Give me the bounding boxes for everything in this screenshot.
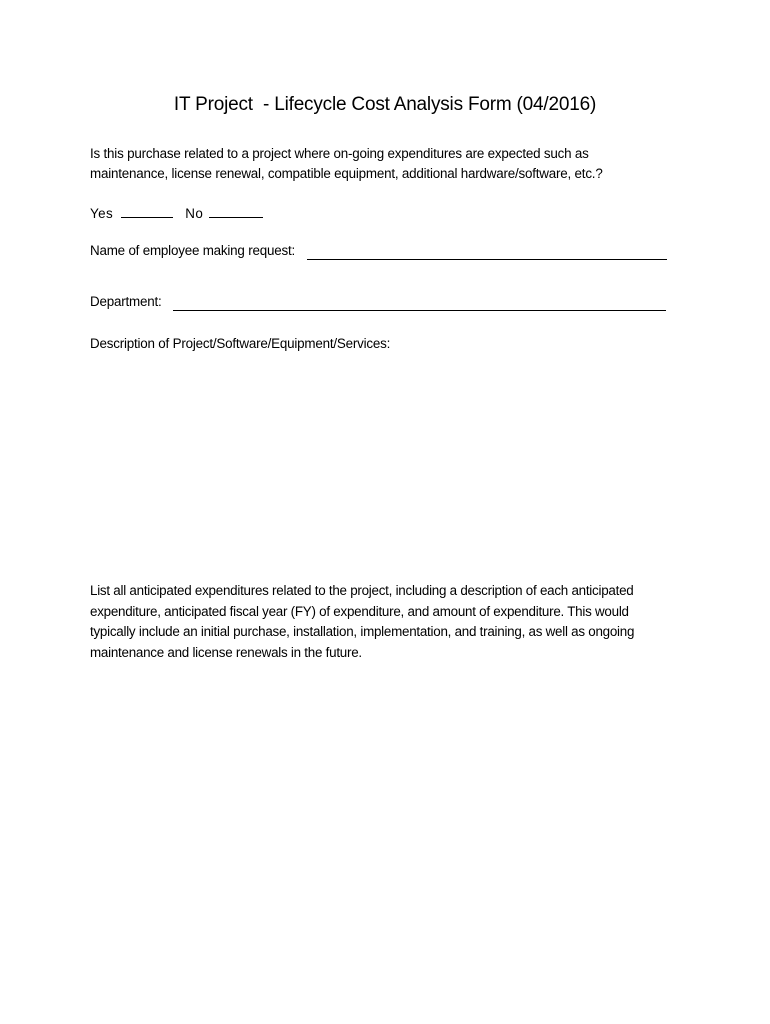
ongoing-expenditure-question — [90, 144, 690, 184]
no-blank[interactable] — [209, 205, 263, 218]
employee-name-field[interactable] — [307, 259, 667, 260]
instructions-line-1: List all anticipated expenditures related to the project, including a description of each anticipated — [90, 583, 634, 598]
instructions-line-3: typically include an initial purchase, installation, implementation, and training, as well as ongoing — [90, 624, 635, 639]
yes-blank[interactable] — [121, 205, 173, 218]
department-field[interactable] — [173, 310, 666, 311]
form-title: IT Project - Lifecycle Cost Analysis Form (04/2016) — [173, 94, 597, 115]
department-label: Department: — [90, 294, 162, 309]
description-label: Description of Project/Software/Equipment/Services: — [90, 336, 391, 351]
no-label: No — [185, 206, 204, 221]
yes-no-row — [90, 205, 263, 221]
employee-name-label: Name of employee making request: — [90, 243, 295, 258]
question-line-2: maintenance, license renewal, compatible equipment, additional hardware/software, etc.? — [90, 166, 603, 181]
expenditure-instructions — [90, 581, 680, 663]
question-line-1: Is this purchase related to a project where on-going expenditures are expected such as — [90, 146, 589, 161]
yes-label: Yes — [90, 206, 114, 221]
description-area[interactable] — [90, 360, 680, 560]
instructions-line-4: maintenance and license renewals in the future. — [90, 644, 362, 660]
instructions-line-2: expenditure, anticipated fiscal year (FY) of expenditure, and amount of expenditure. This would — [90, 603, 629, 619]
expenditures-area[interactable] — [90, 670, 680, 970]
